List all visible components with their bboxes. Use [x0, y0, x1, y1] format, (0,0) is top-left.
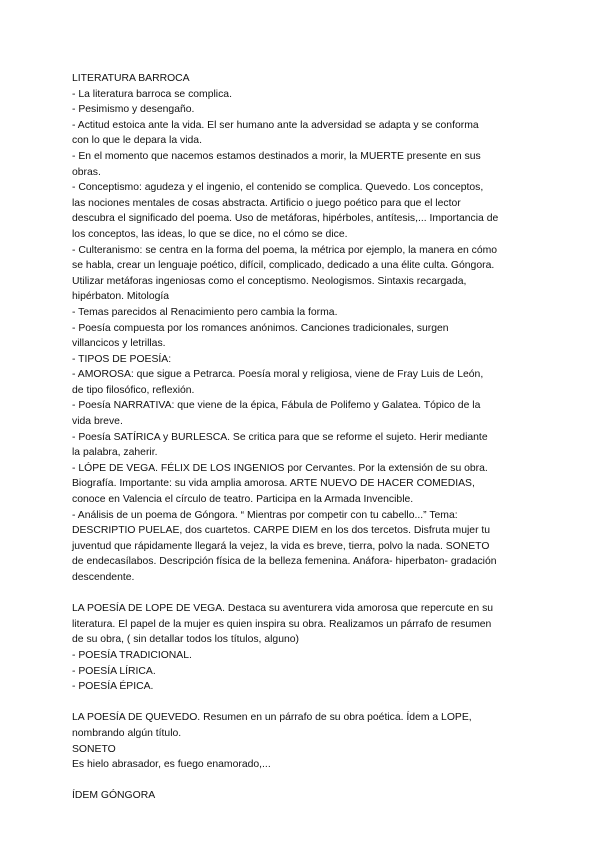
- text-line: nombrando algún título.: [72, 727, 182, 739]
- text-line: los conceptos, las ideas, lo que se dice, no el cómo se dice.: [72, 228, 348, 240]
- text-line: la palabra, zaherir.: [72, 447, 158, 459]
- text-line: Es hielo abrasador, es fuego enamorado,...: [72, 759, 271, 771]
- text-line: - AMOROSA: que sigue a Petrarca. Poesía moral y religiosa, viene de Fray Luis de León,: [72, 369, 484, 381]
- section-literatura-barroca: [72, 71, 532, 586]
- text-line: - POESÍA ÉPICA.: [72, 681, 154, 693]
- text-line: - En el momento que nacemos estamos destinados a morir, la MUERTE presente en sus: [72, 150, 481, 162]
- blank-line: [72, 586, 532, 602]
- text-line: - Actitud estoica ante la vida. El ser humano ante la adversidad se adapta y se conforma: [72, 119, 479, 131]
- text-line: hipérbaton. Mitología: [72, 291, 170, 303]
- text-line: de tipo filosófico, reflexión.: [72, 384, 195, 396]
- text-line: - La literatura barroca se complica.: [72, 88, 232, 100]
- text-line: - Culteranismo: se centra en la forma del poema, la métrica por ejemplo, la manera en cómo: [72, 244, 498, 256]
- text-line: SONETO: [72, 743, 116, 755]
- text-line: Utilizar metáforas ingeniosas como el conceptismo. Neologismos. Sintaxis recargada,: [72, 275, 467, 287]
- text-line: - LÓPE DE VEGA. FÉLIX DE LOS INGENIOS por Cervantes. Por la extensión de su obra.: [72, 462, 488, 474]
- text-line: - Análisis de un poema de Góngora. “ Mientras por competir con tu cabello...” Tema:: [72, 509, 458, 521]
- text-line: juventud que rápidamente llegará la vejez, la vida es breve, tierra, polvo la nada. SONETO: [72, 540, 490, 552]
- text-line: se habla, crear un lenguaje poético, difícil, complicado, dedicado a una élite culta. Góngora.: [72, 260, 495, 272]
- text-line: - POESÍA TRADICIONAL.: [72, 649, 192, 661]
- text-line: descendente.: [72, 572, 135, 583]
- text-line: obras.: [72, 166, 101, 178]
- text-line: - Poesía compuesta por los romances anónimos. Canciones tradicionales, surgen: [72, 322, 449, 334]
- text-line: con lo que le depara la vida.: [72, 135, 202, 147]
- document-page: [72, 71, 532, 804]
- text-line: - Conceptismo: agudeza y el ingenio, el contenido se complica. Quevedo. Los conceptos,: [72, 182, 484, 194]
- text-line: - Temas parecidos al Renacimiento pero cambia la forma.: [72, 306, 338, 318]
- text-line: - Pesimismo y desengaño.: [72, 104, 195, 116]
- text-line: descubra el significado del poema. Uso de metáforas, hipérboles, antítesis,... Importancia de: [72, 213, 499, 225]
- text-line: ÍDEM GÓNGORA: [72, 790, 156, 802]
- section-idem-gongora: [72, 788, 532, 804]
- text-line: de su obra, ( sin detallar todos los títulos, alguno): [72, 634, 299, 646]
- section-poesia-lope: [72, 601, 532, 695]
- text-line: conoce en Valencia el círculo de teatro. Participa en la Armada Invencible.: [72, 494, 414, 506]
- text-line: de endecasílabos. Descripción física de la belleza femenina. Anáfora- hiperbaton- gradación: [72, 556, 497, 568]
- text-line: - Poesía SATÍRICA y BURLESCA. Se critica para que se reforme el sujeto. Herir mediante: [72, 431, 488, 443]
- text-line: Biografía. Importante: su vida amplia amorosa. ARTE NUEVO DE HACER COMEDIAS,: [72, 478, 475, 490]
- section-heading: LITERATURA BARROCA: [72, 73, 190, 84]
- blank-line: [72, 773, 532, 789]
- text-line: LA POESÍA DE QUEVEDO. Resumen en un párrafo de su obra poética. Ídem a LOPE,: [72, 712, 472, 724]
- blank-line: [72, 695, 532, 711]
- section-poesia-quevedo: [72, 710, 532, 772]
- text-line: - Poesía NARRATIVA: que viene de la épica, Fábula de Polifemo y Galatea. Tópico de la: [72, 400, 481, 412]
- text-line: las nociones mentales de cosas abstracta. Artificio o juego poético para que el lector: [72, 197, 461, 209]
- text-line: villancicos y letrillas.: [72, 338, 166, 350]
- text-line: literatura. El papel de la mujer es quien inspira su obra. Realizamos un párrafo de resumen: [72, 618, 492, 630]
- text-line: - TIPOS DE POESÍA:: [72, 353, 172, 365]
- text-line: LA POESÍA DE LOPE DE VEGA. Destaca su aventurera vida amorosa que repercute en su: [72, 603, 494, 615]
- text-line: DESCRIPTIO PUELAE, dos cuartetos. CARPE DIEM en los dos tercetos. Disfruta mujer tu: [72, 525, 491, 537]
- text-line: - POESÍA LÍRICA.: [72, 665, 156, 677]
- text-line: vida breve.: [72, 416, 123, 428]
